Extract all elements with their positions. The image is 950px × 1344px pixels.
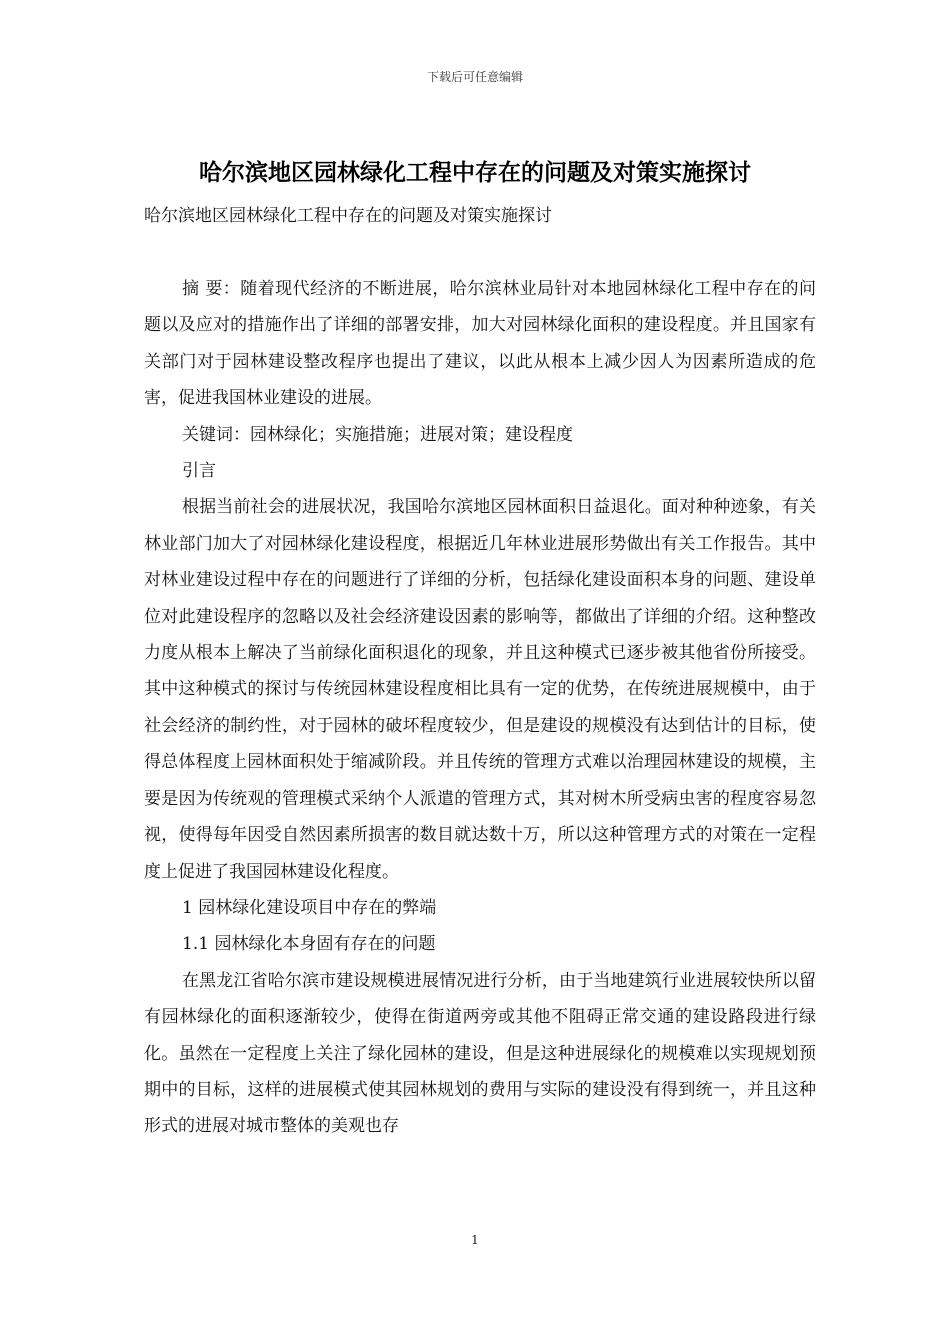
document-title: 哈尔滨地区园林绿化工程中存在的问题及对策实施探讨 [199,160,751,186]
intro-heading: 引言 [182,461,216,482]
document-subtitle: 哈尔滨地区园林绿化工程中存在的问题及对策实施探讨 [144,206,552,226]
intro-paragraph: 根据当前社会的进展状况，我国哈尔滨地区园林面积日益退化。面对种种迹象，有关林业部门加大了对园林绿化建设程度，根据近几年林业进展形势做出有关工作报告。其中对林业建设过程中存在的问题进行了详细的分析，包括绿化建设面积本身的问题、建设单位对此建设程序的忽略以及社会经济建设因素的影响等，都做出了详细的介绍。这种整改力度从根本上解决了当前绿化面积退化的现象，并且这种模式已逐步被其他省份所接受。其中这种模式的探讨与传统园林建设程度相比具有一定的优势，在传统进展规模中，由于社会经济的制约性，对于园林的破坏程度较少，但是建设的规模没有达到估计的目标，使得总体程度上园林面积处于缩减阶段。并且传统的管理方式难以治理园林建设的规模，主要是因为传统观的管理模式采纳个人派遣的管理方式，其对树木所受病虫害的程度容易忽视，使得每年因受自然因素所损害的数目就达数十万，所以这种管理方式的对策在一定程度上促进了我国园林建设化程度。 [144,497,816,882]
keywords-paragraph: 关键词：园林绿化；实施措施；进展对策；建设程度 [182,424,573,445]
section-paragraph: 在黑龙江省哈尔滨市建设规模进展情况进行分析，由于当地建筑行业进展较快所以留有园林绿化的面积逐渐较少，使得在街道两旁或其他不阻碍正常交通的建设路段进行绿化。虽然在一定程度上关注了绿化园林的建设，但是这种进展绿化的规模难以实现规划预期中的目标，这样的进展模式使其园林规划的费用与实际的建设没有得到统一，并且这种形式的进展对城市整体的美观也存 [144,970,816,1137]
subsection-heading: 1.1 园林绿化本身固有存在的问题 [182,934,436,955]
header-note: 下载后可任意编辑 [426,70,523,84]
abstract-paragraph: 摘 要：随着现代经济的不断进展，哈尔滨林业局针对本地园林绿化工程中存在的问题以及应对的措施作出了详细的部署安排，加大对园林绿化面积的建设程度。并且国家有关部门对于园林建设整改程序也提出了建议，以此从根本上减少因人为因素所造成的危害，促进我国林业建设的进展。 [144,279,816,409]
page-number: 1 [471,1233,479,1247]
section-heading: 1 园林绿化建设项目中存在的弊端 [182,897,437,918]
document-body [144,271,816,1145]
